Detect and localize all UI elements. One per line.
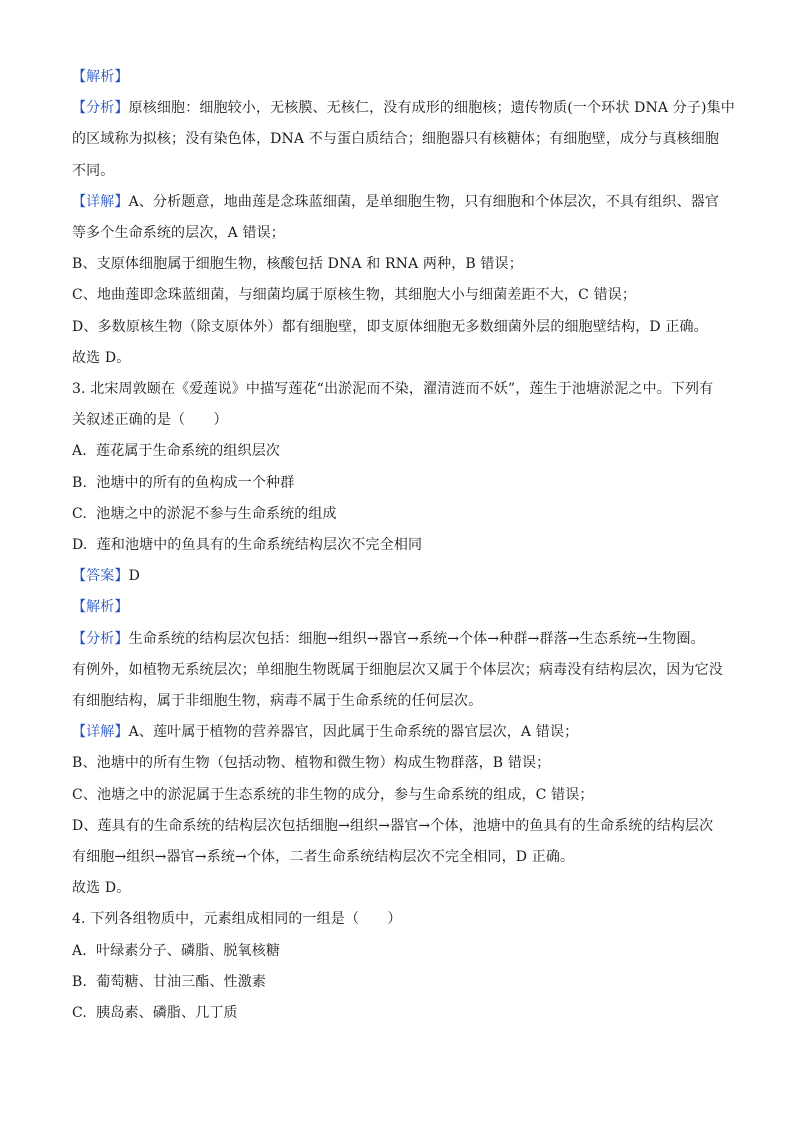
- analysis-label: 【解析】: [72, 69, 129, 85]
- q3-option-d: D. 莲和池塘中的鱼具有的生命系统结构层次不完全相同: [72, 537, 423, 554]
- q3-xiangjie-line-3: C、池塘之中的淤泥属于生态系统的非生物的成分，参与生命系统的组成，C 错误；: [72, 786, 594, 803]
- q3-xiangjie-line-1: [72, 717, 722, 748]
- q3-option-a: A. 莲花属于生命系统的组织层次: [72, 443, 281, 460]
- q2-xiangjie-line-2: 等多个生命系统的层次，A 错误；: [72, 225, 285, 242]
- q3-option-c: C. 池塘之中的淤泥不参与生命系统的组成: [72, 505, 337, 522]
- q2-xiangjie-line-1: [72, 187, 722, 218]
- q3-conclusion: 故选 D。: [72, 880, 131, 897]
- q4-stem: 4. 下列各组物质中，元素组成相同的一组是（ ）: [72, 911, 402, 928]
- q2-xiangjie-line-3: B、支原体细胞属于细胞生物，核酸包括 DNA 和 RNA 两种，B 错误；: [72, 256, 523, 273]
- fenxi-label: 【分析】: [72, 630, 129, 647]
- q3-fenxi-line-3: 有细胞结构，属于非细胞生物，病毒不属于生命系统的任何层次。: [72, 693, 483, 710]
- xiangjie-label: 【详解】: [72, 193, 129, 210]
- q3-stem-line-2: 关叙述正确的是（ ）: [72, 412, 228, 429]
- q2-xiangjie-line-4: C、地曲莲即念珠蓝细菌，与细菌均属于原核生物，其细胞大小与细菌差距不大，C 错误；: [72, 287, 637, 304]
- xiangjie-text: A、莲叶属于植物的营养器官，因此属于生命系统的器官层次，A 错误；: [128, 724, 579, 741]
- q2-fenxi-line-2: 的区域称为拟核；没有染色体，DNA 不与蛋白质结合；细胞器只有核糖体；有细胞壁，成分与真核细胞: [72, 131, 720, 148]
- q4-option-c: C. 胰岛素、磷脂、几丁质: [72, 1005, 238, 1022]
- fenxi-label: 【分析】: [72, 100, 129, 117]
- q2-conclusion: 故选 D。: [72, 349, 131, 366]
- q3-analysis-heading: [72, 592, 722, 623]
- q3-fenxi-line-2: 有例外，如植物无系统层次；单细胞生物既属于细胞层次又属于个体层次；病毒没有结构层次，因为它没: [72, 661, 723, 678]
- q2-analysis-heading: [72, 62, 722, 93]
- q4-option-a: A. 叶绿素分子、磷脂、脱氧核糖: [72, 942, 281, 959]
- q3-fenxi-line-1: [72, 624, 722, 655]
- q3-xiangjie-line-5: 有细胞→组织→器官→系统→个体，二者生命系统结构层次不完全相同，D 正确。: [72, 849, 575, 866]
- q3-answer: [72, 561, 722, 592]
- answer-label: 【答案】: [72, 568, 129, 585]
- analysis-label: 【解析】: [72, 599, 129, 616]
- fenxi-text: 生命系统的结构层次包括：细胞→组织→器官→系统→个体→种群→群落→生态系统→生物圈。: [128, 630, 705, 647]
- xiangjie-label: 【详解】: [72, 724, 129, 741]
- xiangjie-text: A、分析题意，地曲莲是念珠蓝细菌，是单细胞生物，只有细胞和个体层次，不具有组织、器官: [128, 193, 720, 210]
- q2-fenxi-line-3: 不同。: [72, 162, 115, 179]
- q3-stem-line-1: 3. 北宋周敦颐在《爱莲说》中描写莲花“出淤泥而不染，濯清涟而不妖”，莲生于池塘淤泥之中。下列有: [72, 381, 714, 398]
- q2-xiangjie-line-5: D、多数原核生物（除支原体外）都有细胞壁，即支原体细胞无多数细菌外层的细胞壁结构，D 正确。: [72, 318, 708, 335]
- q2-fenxi-line-1: [72, 93, 735, 124]
- fenxi-text: 原核细胞：细胞较小，无核膜、无核仁，没有成形的细胞核；遗传物质(一个环状 DNA 分子)集中: [128, 100, 735, 117]
- document-page: [72, 62, 735, 1029]
- answer-value: D: [128, 568, 140, 585]
- q3-xiangjie-line-4: D、莲具有的生命系统的结构层次包括细胞→组织→器官→个体，池塘中的鱼具有的生命系统的结构层次: [72, 817, 714, 834]
- q3-xiangjie-line-2: B、池塘中的所有生物（包括动物、植物和微生物）构成生物群落，B 错误；: [72, 755, 551, 772]
- q4-option-b: B. 葡萄糖、甘油三酯、性激素: [72, 973, 267, 990]
- q3-option-b: B. 池塘中的所有的鱼构成一个种群: [72, 474, 295, 491]
